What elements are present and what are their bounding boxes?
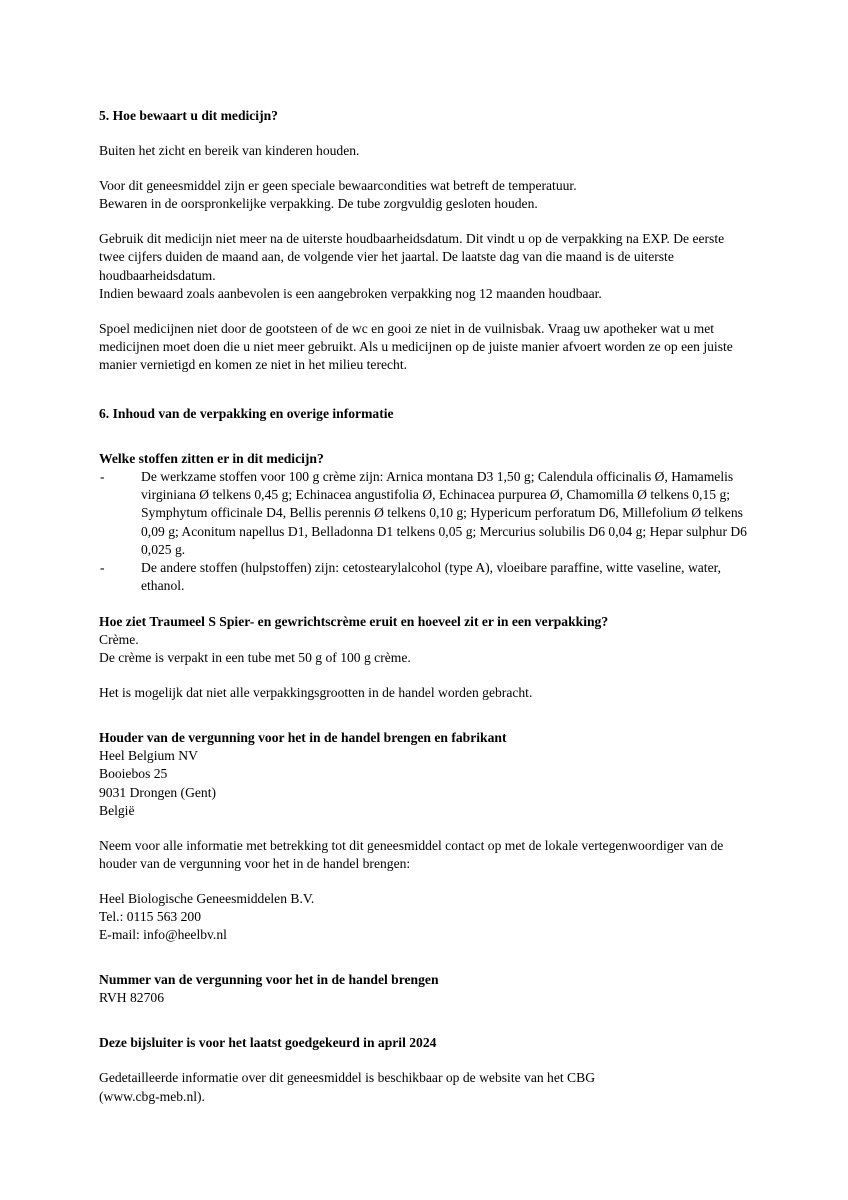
spacer: [99, 1052, 747, 1069]
local-representative-intro: Neem voor alle informatie met betrekking tot dit geneesmiddel contact op met de lokale vertegenwoordiger van de houder van de vergunning voor het in de handel brengen:: [99, 837, 724, 871]
spacer: [99, 944, 747, 971]
list-item: [99, 559, 747, 595]
spacer: [99, 702, 747, 729]
spacer: [99, 595, 747, 613]
authorisation-number-heading: Nummer van de vergunning voor het in de handel brengen: [99, 972, 439, 988]
authorisation-number-value: RVH 82706: [99, 990, 164, 1006]
spacer: [99, 303, 747, 320]
spacer: [99, 125, 747, 142]
holder-city: 9031 Drongen (Gent): [99, 784, 217, 800]
representative-company-name: Heel Biologische Geneesmiddelen B.V.: [99, 890, 315, 906]
section-6-heading: 6. Inhoud van de verpakking en overige informatie: [99, 406, 394, 422]
spacer: [99, 213, 747, 230]
spacer: [99, 423, 747, 450]
appearance-heading: Hoe ziet Traumeel S Spier- en gewrichtscrème eruit en hoeveel zit er in een verpakking?: [99, 613, 609, 629]
spacer: [99, 160, 747, 177]
marketing-holder-heading: Houder van de vergunning voor het in de handel brengen en fabrikant: [99, 730, 507, 746]
appearance-form-text: Crème.: [99, 631, 139, 647]
cbg-website-line-2: (www.cbg-meb.nl).: [99, 1088, 205, 1104]
excipients-text: De andere stoffen (hulpstoffen) zijn: cetostearylalcohol (type A), vloeibare paraffine, witte vaseline, water, ethanol.: [141, 559, 721, 593]
dash-bullet-icon: -: [100, 469, 105, 485]
representative-email: E-mail: info@heelbv.nl: [99, 927, 227, 943]
leaflet-body: [99, 107, 747, 1106]
storage-keep-away-text: Buiten het zicht en bereik van kinderen houden.: [99, 143, 360, 159]
spacer: [99, 1007, 747, 1034]
ingredients-list: [99, 468, 747, 595]
not-all-pack-sizes-text: Het is mogelijk dat niet alle verpakkingsgrootten in de handel worden gebracht.: [99, 685, 533, 701]
cbg-website-line-1: Gedetailleerde informatie over dit geneesmiddel is beschikbaar op de website van het CBG: [99, 1070, 596, 1086]
holder-street: Booiebos 25: [99, 766, 168, 782]
ingredients-heading: Welke stoffen zitten er in dit medicijn?: [99, 451, 324, 467]
dash-bullet-icon: -: [100, 559, 105, 575]
expiry-date-text: Gebruik dit medicijn niet meer na de uiterste houdbaarheidsdatum. Dit vindt u op de verpakking na EXP. De eerste twee cijfers duiden de maand aan, de volgende vier het jaartal. De laatste dag van die maand is de uiterste houdbaarheidsdatum.: [99, 231, 725, 283]
spacer: [99, 820, 747, 837]
spacer: [99, 667, 747, 684]
representative-telephone: Tel.: 0115 563 200: [99, 909, 201, 924]
active-substances-text: De werkzame stoffen voor 100 g crème zijn: Arnica montana D3 1,50 g; Calendula officinalis Ø, Hamamelis virginiana Ø telkens 0,45 g; Echinacea angustifolia Ø, Echinacea purpurea Ø, Chamomilla Ø telkens 0,15 g; Symphytum officinale D4, Bellis perennis Ø telkens 0,10 g; Hypericum perforatum D6, Millefolium Ø telkens 0,09 g; Aconitum napellus D1, Belladonna D1 telkens 0,05 g; Mercurius solubilis D6 0,04 g; Hepar sulphur D6 0,025 g.: [141, 469, 747, 557]
holder-company-name: Heel Belgium NV: [99, 748, 198, 764]
storage-conditions-line-1: Voor dit geneesmiddel zijn er geen speciale bewaarcondities wat betreft de temperatuur.: [99, 178, 577, 194]
disposal-text: Spoel medicijnen niet door de gootsteen of de wc en gooi ze niet in de vuilnisbak. Vraag uw apotheker wat u met medicijnen moet doen die u niet meer gebruikt. Als u medicijnen op de juiste manier afvoert worden ze op een juiste manier vernietigd en komen ze niet in het milieu terecht.: [99, 320, 733, 372]
section-5-heading: 5. Hoe bewaart u dit medicijn?: [99, 108, 278, 123]
opened-pack-shelf-life-text: Indien bewaard zoals aanbevolen is een aangebroken verpakking nog 12 maanden houdbaar.: [99, 285, 602, 301]
spacer: [99, 374, 747, 405]
pack-sizes-text: De crème is verpakt in een tube met 50 g of 100 g crème.: [99, 650, 411, 666]
storage-conditions-line-2: Bewaren in de oorspronkelijke verpakking. De tube zorgvuldig gesloten houden.: [99, 196, 538, 212]
holder-country: België: [99, 802, 135, 818]
list-item: [99, 468, 747, 558]
revision-date-heading: Deze bijsluiter is voor het laatst goedgekeurd in april 2024: [99, 1035, 437, 1051]
spacer: [99, 873, 747, 890]
